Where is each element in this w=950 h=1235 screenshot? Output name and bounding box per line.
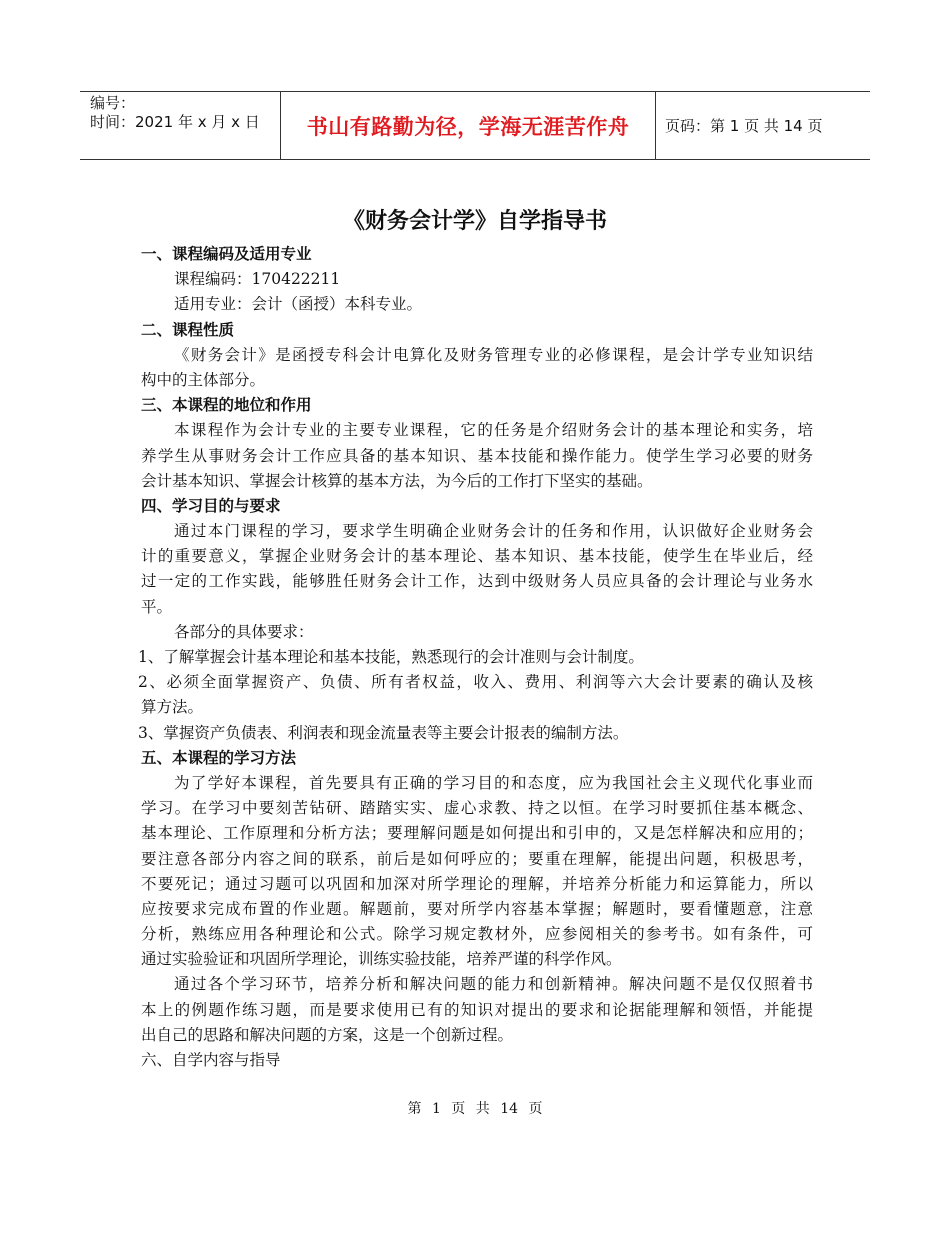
text-line: 算方法。 <box>141 698 204 717</box>
text-line: 不要死记；通过习题可以巩固和加深对所学理论的理解，并培养分析能力和运算能力，所以 <box>141 874 813 893</box>
time-label: 时间：2021 年 x 月 x 日 <box>90 113 260 131</box>
number-label: 编号： <box>90 94 136 112</box>
section-heading: 四、学习目的与要求 <box>141 496 281 515</box>
text-line: 过一定的工作实践，能够胜任财务会计工作，达到中级财务人员应具备的会计理论与业务水 <box>141 572 813 591</box>
text-line: 2、必须全面掌握资产、负债、所有者权益，收入、费用、利润等六大会计要素的确认及核 <box>138 673 813 692</box>
text-line: 六、自学内容与指导 <box>141 1051 281 1069</box>
text-line: 通过本门课程的学习，要求学生明确企业财务会计的任务和作用，认识做好企业财务会 <box>174 522 813 541</box>
header-table <box>80 91 870 160</box>
section-heading: 一、课程编码及适用专业 <box>141 245 312 263</box>
page-info: 页码：第 1 页 共 14 页 <box>665 117 823 135</box>
text-line: 计的重要意义，掌握企业财务会计的基本理论、基本知识、基本技能，使学生在毕业后，经 <box>141 547 813 566</box>
header-meta <box>80 92 280 159</box>
text-line: 养学生从事财务会计工作应具备的基本知识、基本技能和操作能力。使学生学习必要的财务 <box>141 446 813 465</box>
text-line: 出自己的思路和解决问题的方案，这是一个创新过程。 <box>141 1025 514 1044</box>
text-line: 适用专业：会计（函授）本科专业。 <box>174 295 423 314</box>
text-line: 构中的主体部分。 <box>141 370 266 389</box>
text-line: 各部分的具体要求： <box>174 622 314 641</box>
section-heading: 二、课程性质 <box>141 320 235 339</box>
document-body <box>138 242 813 1073</box>
text-line: 会计基本知识、掌握会计核算的基本方法，为今后的工作打下坚实的基础。 <box>141 471 653 490</box>
text-line: 本上的例题作练习题，而是要求使用已有的知识对提出的要求和论据能理解和领悟，并能提 <box>141 1000 813 1019</box>
text-line: 要注意各部分内容之间的联系，前后是如何呼应的；要重在理解，能提出问题，积极思考， <box>141 849 813 868</box>
text-line: 1、了解掌握会计基本理论和基本技能，熟悉现行的会计准则与会计制度。 <box>138 648 644 666</box>
page-footer: 第 1 页 共 14 页 <box>407 1101 543 1117</box>
section-heading: 五、本课程的学习方法 <box>141 748 297 767</box>
text-line: 为了学好本课程，首先要具有正确的学习目的和态度，应为我国社会主义现代化事业而 <box>174 773 813 792</box>
text-line: 分析，熟练应用各种理论和公式。除学习规定教材外，应参阅相关的参考书。如有条件，可 <box>141 925 813 944</box>
motto: 书山有路勤为径，学海无涯苦作舟 <box>280 92 656 159</box>
text-line: 通过实验验证和巩固所学理论，训练实验技能，培养严谨的科学作风。 <box>141 950 622 969</box>
text-line: 《财务会计》是函授专科会计电算化及财务管理专业的必修课程，是会计学专业知识结 <box>174 345 813 364</box>
text-line: 基本理论、工作原理和分析方法；要理解问题是如何提出和引申的，又是怎样解决和应用的； <box>141 824 813 843</box>
text-line: 3、掌握资产负债表、利润表和现金流量表等主要会计报表的编制方法。 <box>138 723 629 742</box>
text-line: 学习。在学习中要刻苦钻研、踏踏实实、虚心求教、持之以恒。在学习时要抓住基本概念、 <box>141 799 813 818</box>
document-title: 《财务会计学》自学指导书 <box>342 209 607 234</box>
text-line: 平。 <box>141 597 173 616</box>
text-line: 通过各个学习环节，培养分析和解决问题的能力和创新精神。解决问题不是仅仅照着书 <box>174 975 813 994</box>
text-line: 课程编码：170422211 <box>174 270 341 289</box>
text-line: 应按要求完成布置的作业题。解题前，要对所学内容基本掌握；解题时，要看懂题意，注意 <box>141 899 813 918</box>
section-heading: 三、本课程的地位和作用 <box>141 396 312 415</box>
text-line: 本课程作为会计专业的主要专业课程，它的任务是介绍财务会计的基本理论和实务，培 <box>174 421 813 440</box>
